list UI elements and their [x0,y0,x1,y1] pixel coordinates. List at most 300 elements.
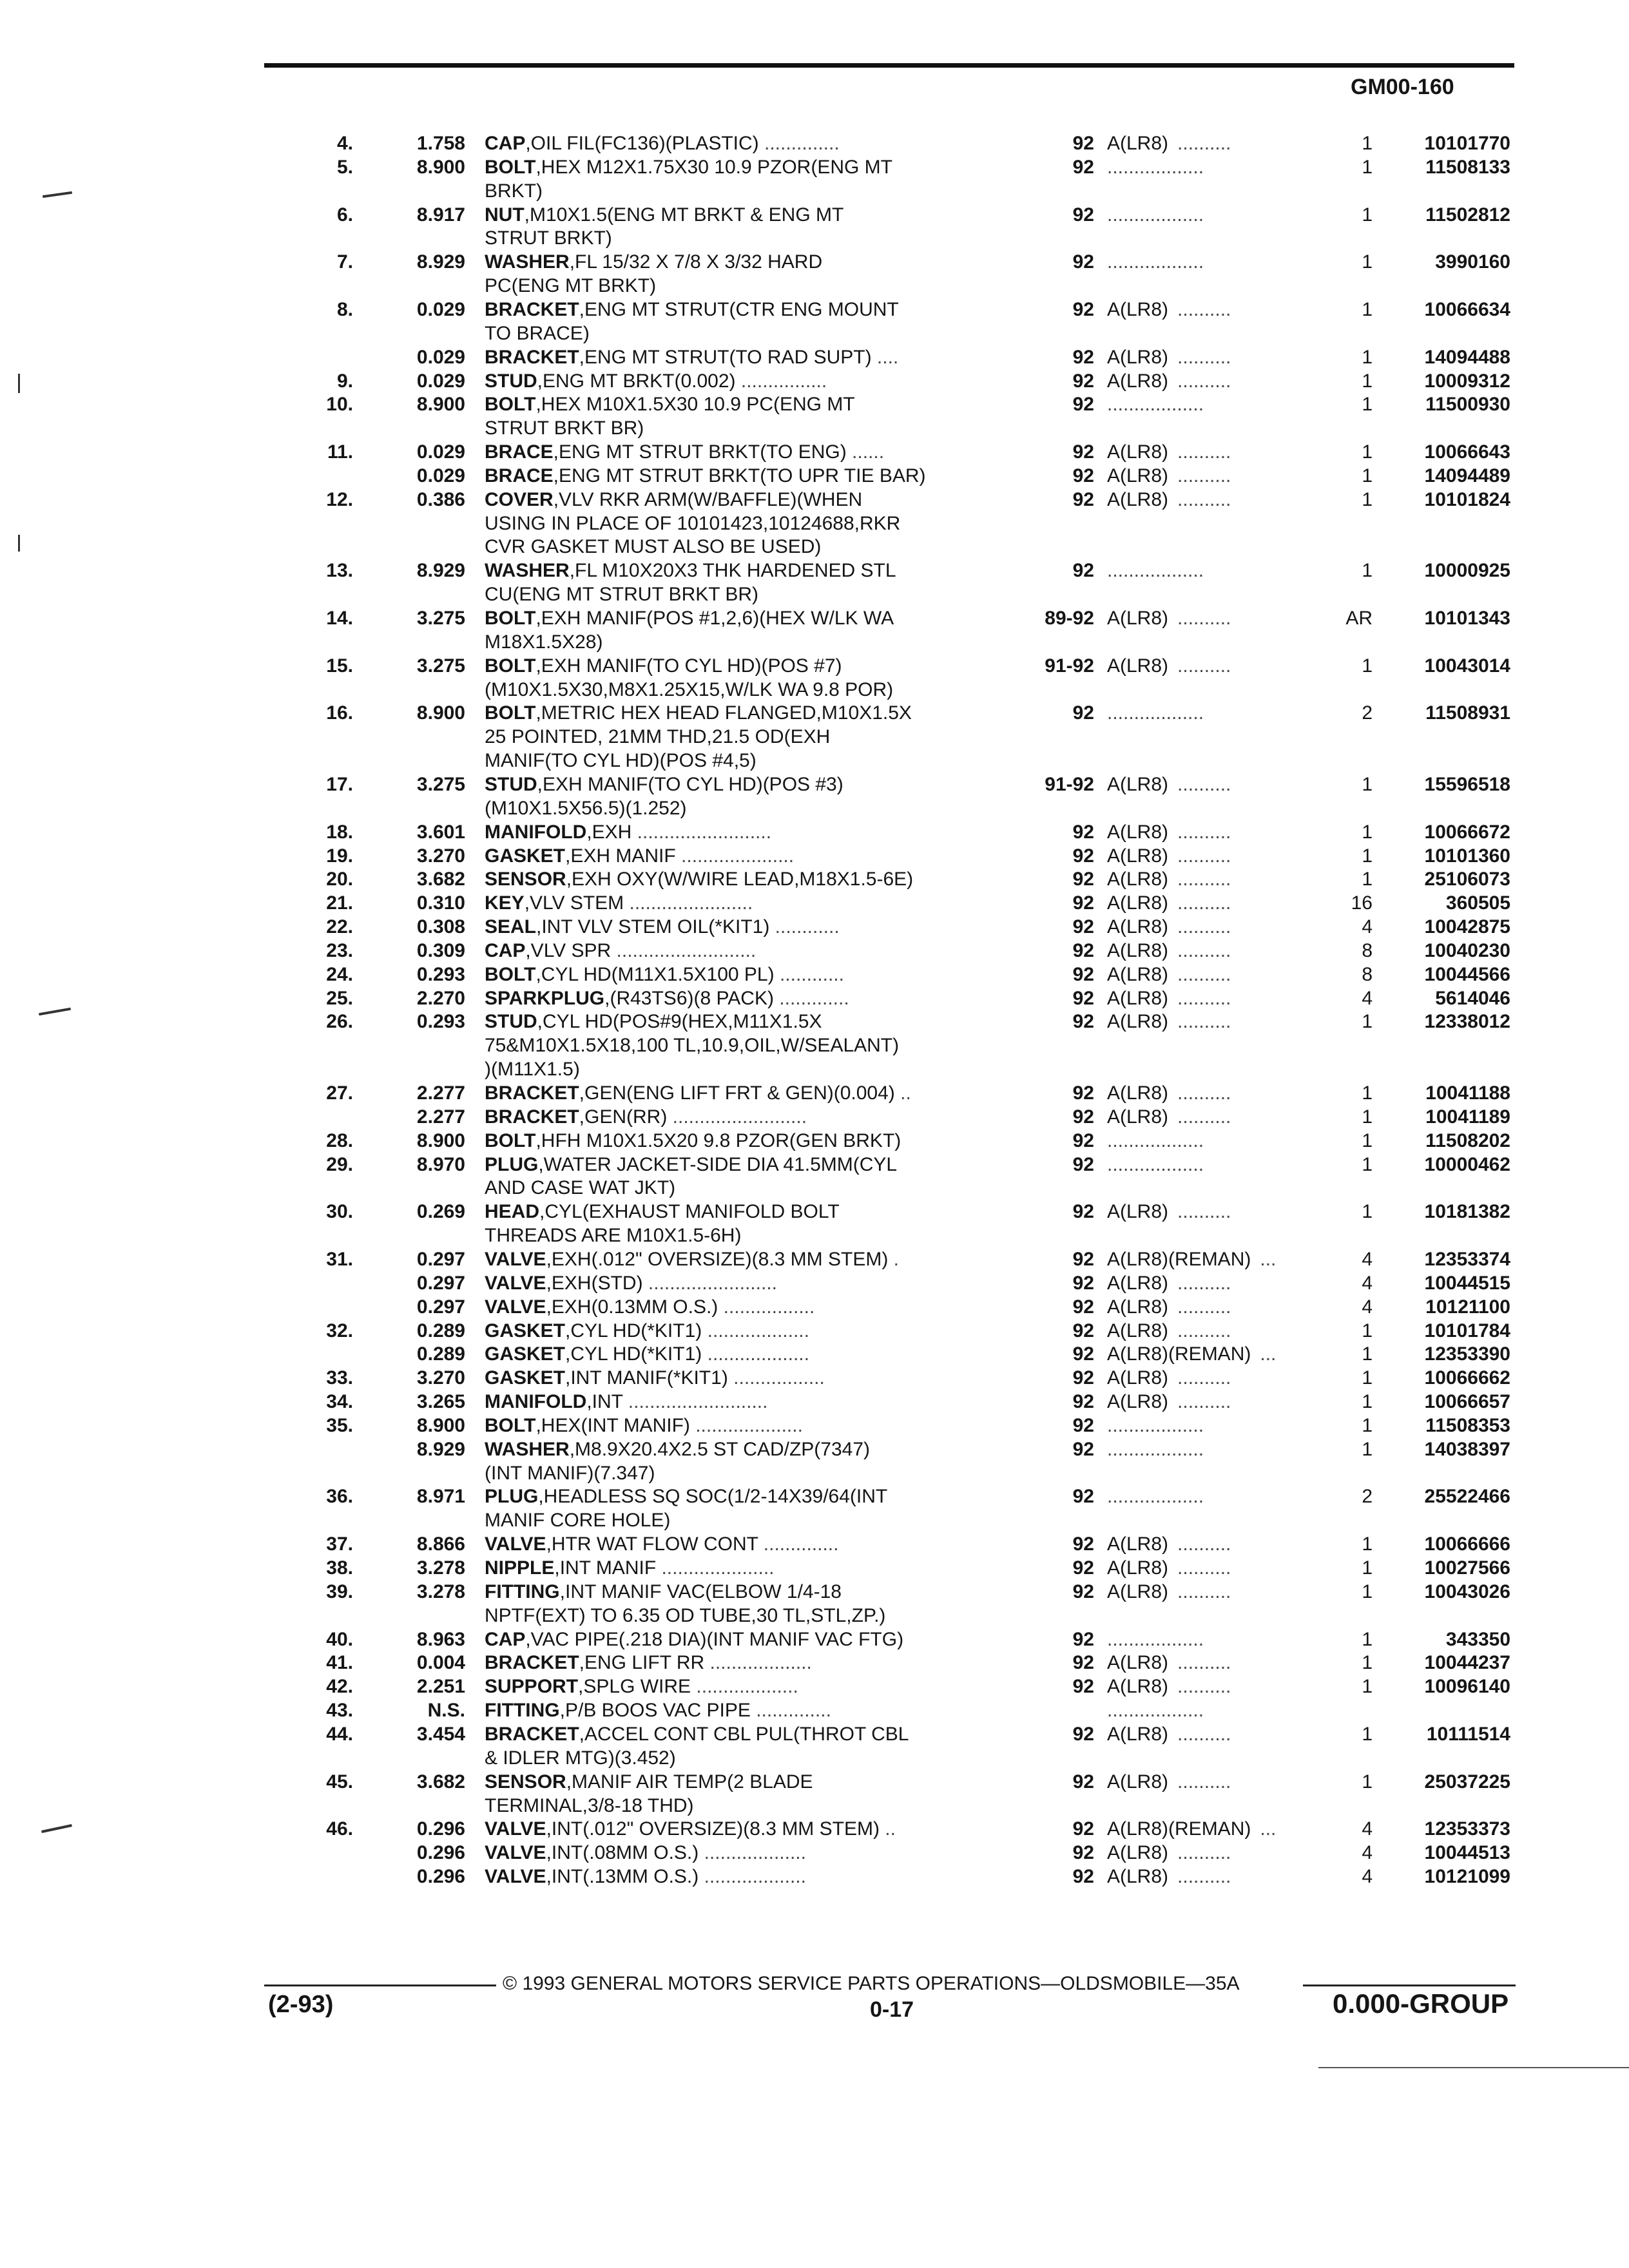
parts-row-continuation [0,1035,1629,1057]
ref-number: 23. [326,940,353,961]
ref-number: 20. [326,869,353,890]
ref-number: 39. [326,1581,353,1602]
part-name: GASKET [485,845,566,867]
group-number: 0.296 [416,1818,465,1840]
part-number: 11508133 [1425,157,1510,178]
leader-dots: .. [894,1082,911,1104]
model-code-text: A(LR8) [1107,940,1169,961]
model-year: 92 [1072,1866,1094,1887]
footer-rule-right [1303,1984,1516,1986]
model-code [1107,1106,1327,1128]
model-leader-dots: ... [1260,1249,1277,1270]
part-number: 10066643 [1424,441,1510,463]
part-description [485,869,1013,890]
group-number: N.S. [427,1700,465,1721]
part-detail: ,EXH(.012" OVERSIZE)(8.3 MM STEM) [546,1249,889,1270]
quantity: 1 [1362,489,1373,510]
part-name: BOLT [485,1130,536,1151]
part-name: FITTING [485,1581,560,1602]
part-name: BRACE [485,465,554,486]
part-description [485,180,1013,202]
parts-row [0,1343,1629,1365]
parts-row [0,1415,1629,1437]
part-description [485,1130,1013,1152]
ref-number: 27. [326,1082,353,1104]
part-description [485,536,1013,558]
part-detail: ,HFH M10X1.5X20 9.8 PZOR(GEN BRKT) [535,1130,901,1151]
part-name: BRACKET [485,1652,579,1673]
part-detail: ,HTR WAT FLOW CONT [546,1533,758,1555]
parts-row [0,845,1629,867]
model-code-text: A(LR8) [1107,370,1169,392]
part-detail: TERMINAL,3/8-18 THD) [485,1795,694,1816]
parts-row [0,1629,1629,1651]
parts-row [0,1533,1629,1555]
parts-row-continuation [0,726,1629,748]
parts-row-continuation [0,750,1629,772]
parts-row [0,1652,1629,1674]
part-detail: ,INT [586,1391,623,1412]
part-detail: ,WATER JACKET-SIDE DIA 41.5MM(CYL [538,1154,898,1175]
parts-row-continuation [0,1605,1629,1627]
part-detail: & IDLER MTG)(3.452) [485,1747,676,1769]
part-description [485,608,1013,629]
part-description [485,1557,1013,1579]
model-leader-dots: .......... [1177,1011,1231,1032]
model-leader-dots: .......... [1177,1106,1231,1128]
model-year: 92 [1072,1082,1094,1104]
part-description [485,1011,1013,1033]
part-description [485,988,1013,1010]
model-leader-dots: .................. [1107,1486,1204,1507]
quantity: 1 [1362,1557,1373,1579]
group-number: 3.454 [416,1724,465,1745]
part-name: STUD [485,1011,537,1032]
part-description [485,1249,1013,1271]
model-year: 92 [1072,1343,1094,1365]
quantity: 1 [1362,347,1373,368]
quantity: 4 [1362,916,1373,937]
parts-row [0,1273,1629,1294]
part-description [485,1343,1013,1365]
part-number: 10043026 [1424,1581,1510,1602]
quantity: 1 [1362,204,1373,226]
group-number: 3.682 [416,869,465,890]
part-detail: ,INT(.08MM O.S.) [546,1842,699,1863]
model-code [1107,299,1327,321]
model-code [1107,940,1327,962]
parts-row-continuation [0,1059,1629,1081]
part-number: 10066657 [1424,1391,1510,1412]
part-description [485,560,1013,582]
parts-row [0,1154,1629,1176]
part-number: 10000462 [1424,1154,1510,1175]
quantity: 4 [1362,1866,1373,1887]
part-description [485,227,1013,249]
part-number: 14094489 [1424,465,1510,486]
model-year: 92 [1072,1154,1094,1175]
ref-number: 24. [326,964,353,985]
model-code-text: A(LR8) [1107,1771,1169,1792]
part-description [485,1747,1013,1769]
part-detail: ,ENG MT STRUT BRKT(TO ENG) [553,441,847,463]
parts-row [0,441,1629,463]
group-number: 3.265 [416,1391,465,1412]
model-year: 92 [1072,1201,1094,1222]
model-year: 92 [1072,1273,1094,1294]
model-code [1107,133,1327,155]
ref-number: 34. [326,1391,353,1412]
part-detail: ,ENG MT STRUT(TO RAD SUPT) [579,347,872,368]
group-number: 3.682 [416,1771,465,1792]
quantity: 1 [1362,1676,1373,1697]
part-description [485,1439,1013,1461]
part-detail: NPTF(EXT) TO 6.35 OD TUBE,30 TL,STL,ZP.) [485,1605,886,1626]
quantity: 2 [1362,702,1373,724]
ref-number: 35. [326,1415,353,1436]
model-year: 92 [1072,940,1094,961]
parts-row [0,774,1629,796]
part-detail: MANIF CORE HOLE) [485,1510,671,1531]
model-year: 89-92 [1045,608,1094,629]
part-description [485,1771,1013,1793]
leader-dots: . [888,1249,899,1270]
model-code [1107,1154,1327,1176]
ref-number: 16. [326,702,353,724]
margin-mark [18,535,20,552]
model-code [1107,1391,1327,1413]
part-name: WASHER [485,251,570,273]
model-code [1107,988,1327,1010]
parts-row-continuation [0,798,1629,820]
group-label: 0.000-GROUP [1333,1988,1509,2019]
model-code-text: A(LR8) [1107,964,1169,985]
model-year: 92 [1072,1106,1094,1128]
model-leader-dots: .......... [1177,655,1231,677]
group-number: 2.277 [416,1106,465,1128]
quantity: 1 [1362,1533,1373,1555]
model-leader-dots: .......... [1177,1771,1231,1792]
quantity: 1 [1362,1652,1373,1673]
part-number: 10027566 [1424,1557,1510,1579]
part-detail: STRUT BRKT BR) [485,418,644,439]
ref-number: 7. [336,251,353,273]
part-name: BRACKET [485,1106,579,1128]
parts-row [0,1130,1629,1152]
ref-number: 10. [326,394,353,415]
model-leader-dots: .......... [1177,1533,1231,1555]
group-number: 2.277 [416,1082,465,1104]
model-leader-dots: .......... [1177,370,1231,392]
part-description [485,1177,1013,1199]
part-name: VALVE [485,1249,546,1270]
part-number: 10009312 [1424,370,1510,392]
quantity: 1 [1362,1154,1373,1175]
leader-dots: ................... [699,1866,806,1887]
part-detail: TO BRACE) [485,323,590,344]
ref-number: 44. [326,1724,353,1745]
model-leader-dots: .................. [1107,1439,1204,1460]
part-description [485,774,1013,796]
model-code-text: A(LR8) [1107,1866,1169,1887]
part-number: 25106073 [1424,869,1510,890]
model-code [1107,394,1327,416]
parts-row-continuation [0,679,1629,701]
group-number: 2.251 [416,1676,465,1697]
part-detail: ,SPLG WIRE [578,1676,691,1697]
quantity: 1 [1362,370,1373,392]
part-detail: STRUT BRKT) [485,227,612,249]
group-number: 2.270 [416,988,465,1009]
quantity: 8 [1362,940,1373,961]
part-detail: ,INT MANIF VAC(ELBOW 1/4-18 [559,1581,842,1602]
part-detail: ,ENG LIFT RR [579,1652,705,1673]
model-code-text: A(LR8) [1107,1724,1169,1745]
part-number: 10066666 [1424,1533,1510,1555]
page-number: 0-17 [870,1997,914,2022]
model-code [1107,964,1327,986]
ref-number: 12. [326,489,353,510]
part-description [485,465,1013,487]
part-number: 10044515 [1424,1273,1510,1294]
part-name: GASKET [485,1320,566,1341]
part-detail: ,HEX M12X1.75X30 10.9 PZOR(ENG MT [535,157,892,178]
ref-number: 28. [326,1130,353,1151]
group-number: 3.275 [416,655,465,677]
leader-dots: ................... [702,1343,809,1365]
quantity: 1 [1362,394,1373,415]
model-year: 92 [1072,441,1094,463]
model-code-text: A(LR8) [1107,1201,1169,1222]
model-leader-dots: .................. [1107,1629,1204,1650]
model-year: 92 [1072,988,1094,1009]
part-name: WASHER [485,560,570,581]
parts-row [0,1011,1629,1033]
part-detail: ,CYL(EXHAUST MANIFOLD BOLT [539,1201,840,1222]
part-number: 10101343 [1424,608,1510,629]
leader-dots: ...... [846,441,885,463]
parts-row-continuation [0,536,1629,558]
group-number: 8.970 [416,1154,465,1175]
part-detail: ,HEX M10X1.5X30 10.9 PC(ENG MT [535,394,855,415]
part-name: CAP [485,940,526,961]
quantity: AR [1345,608,1373,629]
ref-number: 26. [326,1011,353,1032]
model-year: 92 [1072,1415,1094,1436]
parts-row [0,1082,1629,1104]
group-number: 0.029 [416,347,465,368]
model-year: 92 [1072,1771,1094,1792]
model-code-text: A(LR8) [1107,1082,1169,1104]
group-number: 0.296 [416,1866,465,1887]
model-code [1107,1533,1327,1555]
part-description [485,275,1013,297]
part-name: VALVE [485,1842,546,1863]
model-code-text: A(LR8) [1107,299,1169,320]
model-code [1107,1866,1327,1888]
model-leader-dots: .................. [1107,394,1204,415]
model-code [1107,489,1327,511]
part-description [485,679,1013,701]
part-detail: (M10X1.5X30,M8X1.25X15,W/LK WA 9.8 POR) [485,679,894,700]
parts-row-continuation [0,1747,1629,1769]
model-leader-dots: .......... [1177,465,1231,486]
part-detail: ,MANIF AIR TEMP(2 BLADE [566,1771,813,1792]
parts-row [0,1581,1629,1603]
model-leader-dots: .......... [1177,988,1231,1009]
parts-row-continuation [0,1177,1629,1199]
part-number: 10041188 [1425,1082,1510,1104]
part-number: 10044237 [1424,1652,1510,1673]
model-leader-dots: .......... [1177,845,1231,867]
quantity: 1 [1362,157,1373,178]
model-code-text: A(LR8) [1107,441,1169,463]
part-number: 25037225 [1424,1771,1510,1792]
part-number: 10121100 [1425,1296,1510,1318]
model-code-text: A(LR8) [1107,988,1169,1009]
quantity: 1 [1362,1724,1373,1745]
model-leader-dots: .......... [1177,441,1231,463]
part-name: NIPPLE [485,1557,555,1579]
parts-row-continuation [0,227,1629,249]
parts-row [0,1866,1629,1888]
quantity: 4 [1362,1296,1373,1318]
ref-number: 38. [326,1557,353,1579]
part-description [485,1035,1013,1057]
parts-row [0,869,1629,890]
group-number: 0.029 [416,465,465,486]
part-name: BRACKET [485,1082,579,1104]
leader-dots: ......................... [667,1106,807,1128]
parts-row-continuation [0,275,1629,297]
model-year: 92 [1072,869,1094,890]
part-description [485,584,1013,606]
part-description [485,1842,1013,1864]
part-description [485,1700,1013,1722]
model-code [1107,441,1327,463]
group-number: 0.297 [416,1249,465,1270]
parts-row [0,1818,1629,1840]
part-detail: ,M8.9X20.4X2.5 ST CAD/ZP(7347) [569,1439,871,1460]
part-detail: ,EXH(STD) [546,1273,643,1294]
part-detail: ,VLV SPR [525,940,612,961]
part-description [485,750,1013,772]
leader-dots: ................ [735,370,827,392]
model-code-text: A(LR8)(REMAN) [1107,1249,1251,1270]
ref-number: 19. [326,845,353,867]
group-number: 0.309 [416,940,465,961]
model-leader-dots: .................. [1107,1415,1204,1436]
part-number: 5614046 [1435,988,1510,1009]
model-code [1107,1818,1327,1840]
quantity: 4 [1362,1842,1373,1863]
model-leader-dots: .................. [1107,1154,1204,1175]
part-name: BRACKET [485,299,579,320]
part-detail: ,ACCEL CONT CBL PUL(THROT CBL [579,1724,909,1745]
part-detail: PC(ENG MT BRKT) [485,275,657,296]
part-name: COVER [485,489,554,510]
model-code [1107,370,1327,392]
parts-row [0,1296,1629,1318]
part-description [485,370,1013,392]
part-number: 10111514 [1426,1724,1510,1745]
model-leader-dots: ... [1260,1818,1277,1840]
model-year: 92 [1072,916,1094,937]
part-detail: )(M11X1.5) [485,1059,580,1080]
part-detail: ,VLV RKR ARM(W/BAFFLE)(WHEN [553,489,863,510]
ref-number: 22. [326,916,353,937]
part-detail: ,HEADLESS SQ SOC(1/2-14X39/64(INT [538,1486,888,1507]
model-leader-dots: .......... [1177,1296,1231,1318]
group-number: 8.929 [416,251,465,273]
model-code [1107,347,1327,369]
group-number: 0.310 [416,892,465,914]
parts-row [0,299,1629,321]
parts-row [0,1557,1629,1579]
part-description [485,299,1013,321]
part-detail: ,P/B BOOS VAC PIPE [559,1700,751,1721]
part-number: 10042875 [1424,916,1510,937]
part-description [485,1533,1013,1555]
model-year: 92 [1072,1629,1094,1650]
part-description [485,1510,1013,1532]
quantity: 1 [1362,299,1373,320]
part-number: 11500930 [1425,394,1510,415]
leader-dots: ....................... [624,892,753,914]
model-code-text: A(LR8) [1107,1106,1169,1128]
part-description [485,1866,1013,1888]
model-code [1107,1201,1327,1223]
part-number: 12353374 [1424,1249,1510,1270]
model-year: 92 [1072,347,1094,368]
part-detail: (M10X1.5X56.5)(1.252) [485,798,687,819]
part-detail: ,INT VLV STEM OIL(*KIT1) [536,916,770,937]
parts-row-continuation [0,180,1629,202]
parts-row [0,251,1629,273]
leader-dots: ................... [702,1320,809,1341]
part-description [485,204,1013,226]
top-rule [264,63,1514,68]
model-code [1107,1700,1327,1722]
group-number: 3.278 [416,1557,465,1579]
parts-row [0,204,1629,226]
model-leader-dots: .......... [1177,940,1231,961]
model-code [1107,1842,1327,1864]
model-leader-dots: .......... [1177,822,1231,843]
model-year: 92 [1072,157,1094,178]
ref-number: 42. [326,1676,353,1697]
part-description [485,347,1013,369]
model-code [1107,1415,1327,1437]
ref-number: 30. [326,1201,353,1222]
model-leader-dots: .......... [1177,489,1231,510]
group-number: 0.004 [416,1652,465,1673]
parts-row [0,1842,1629,1864]
part-name: NUT [485,204,525,226]
part-number: 10044513 [1424,1842,1510,1863]
parts-row [0,988,1629,1010]
model-code [1107,916,1327,938]
part-number: 10041189 [1425,1106,1510,1128]
group-number: 8.900 [416,394,465,415]
model-leader-dots: .......... [1177,1391,1231,1412]
part-description [485,441,1013,463]
model-year: 92 [1072,1818,1094,1840]
parts-row [0,1249,1629,1271]
part-description [485,1676,1013,1698]
leader-dots: .............. [750,1700,831,1721]
parts-row [0,702,1629,724]
